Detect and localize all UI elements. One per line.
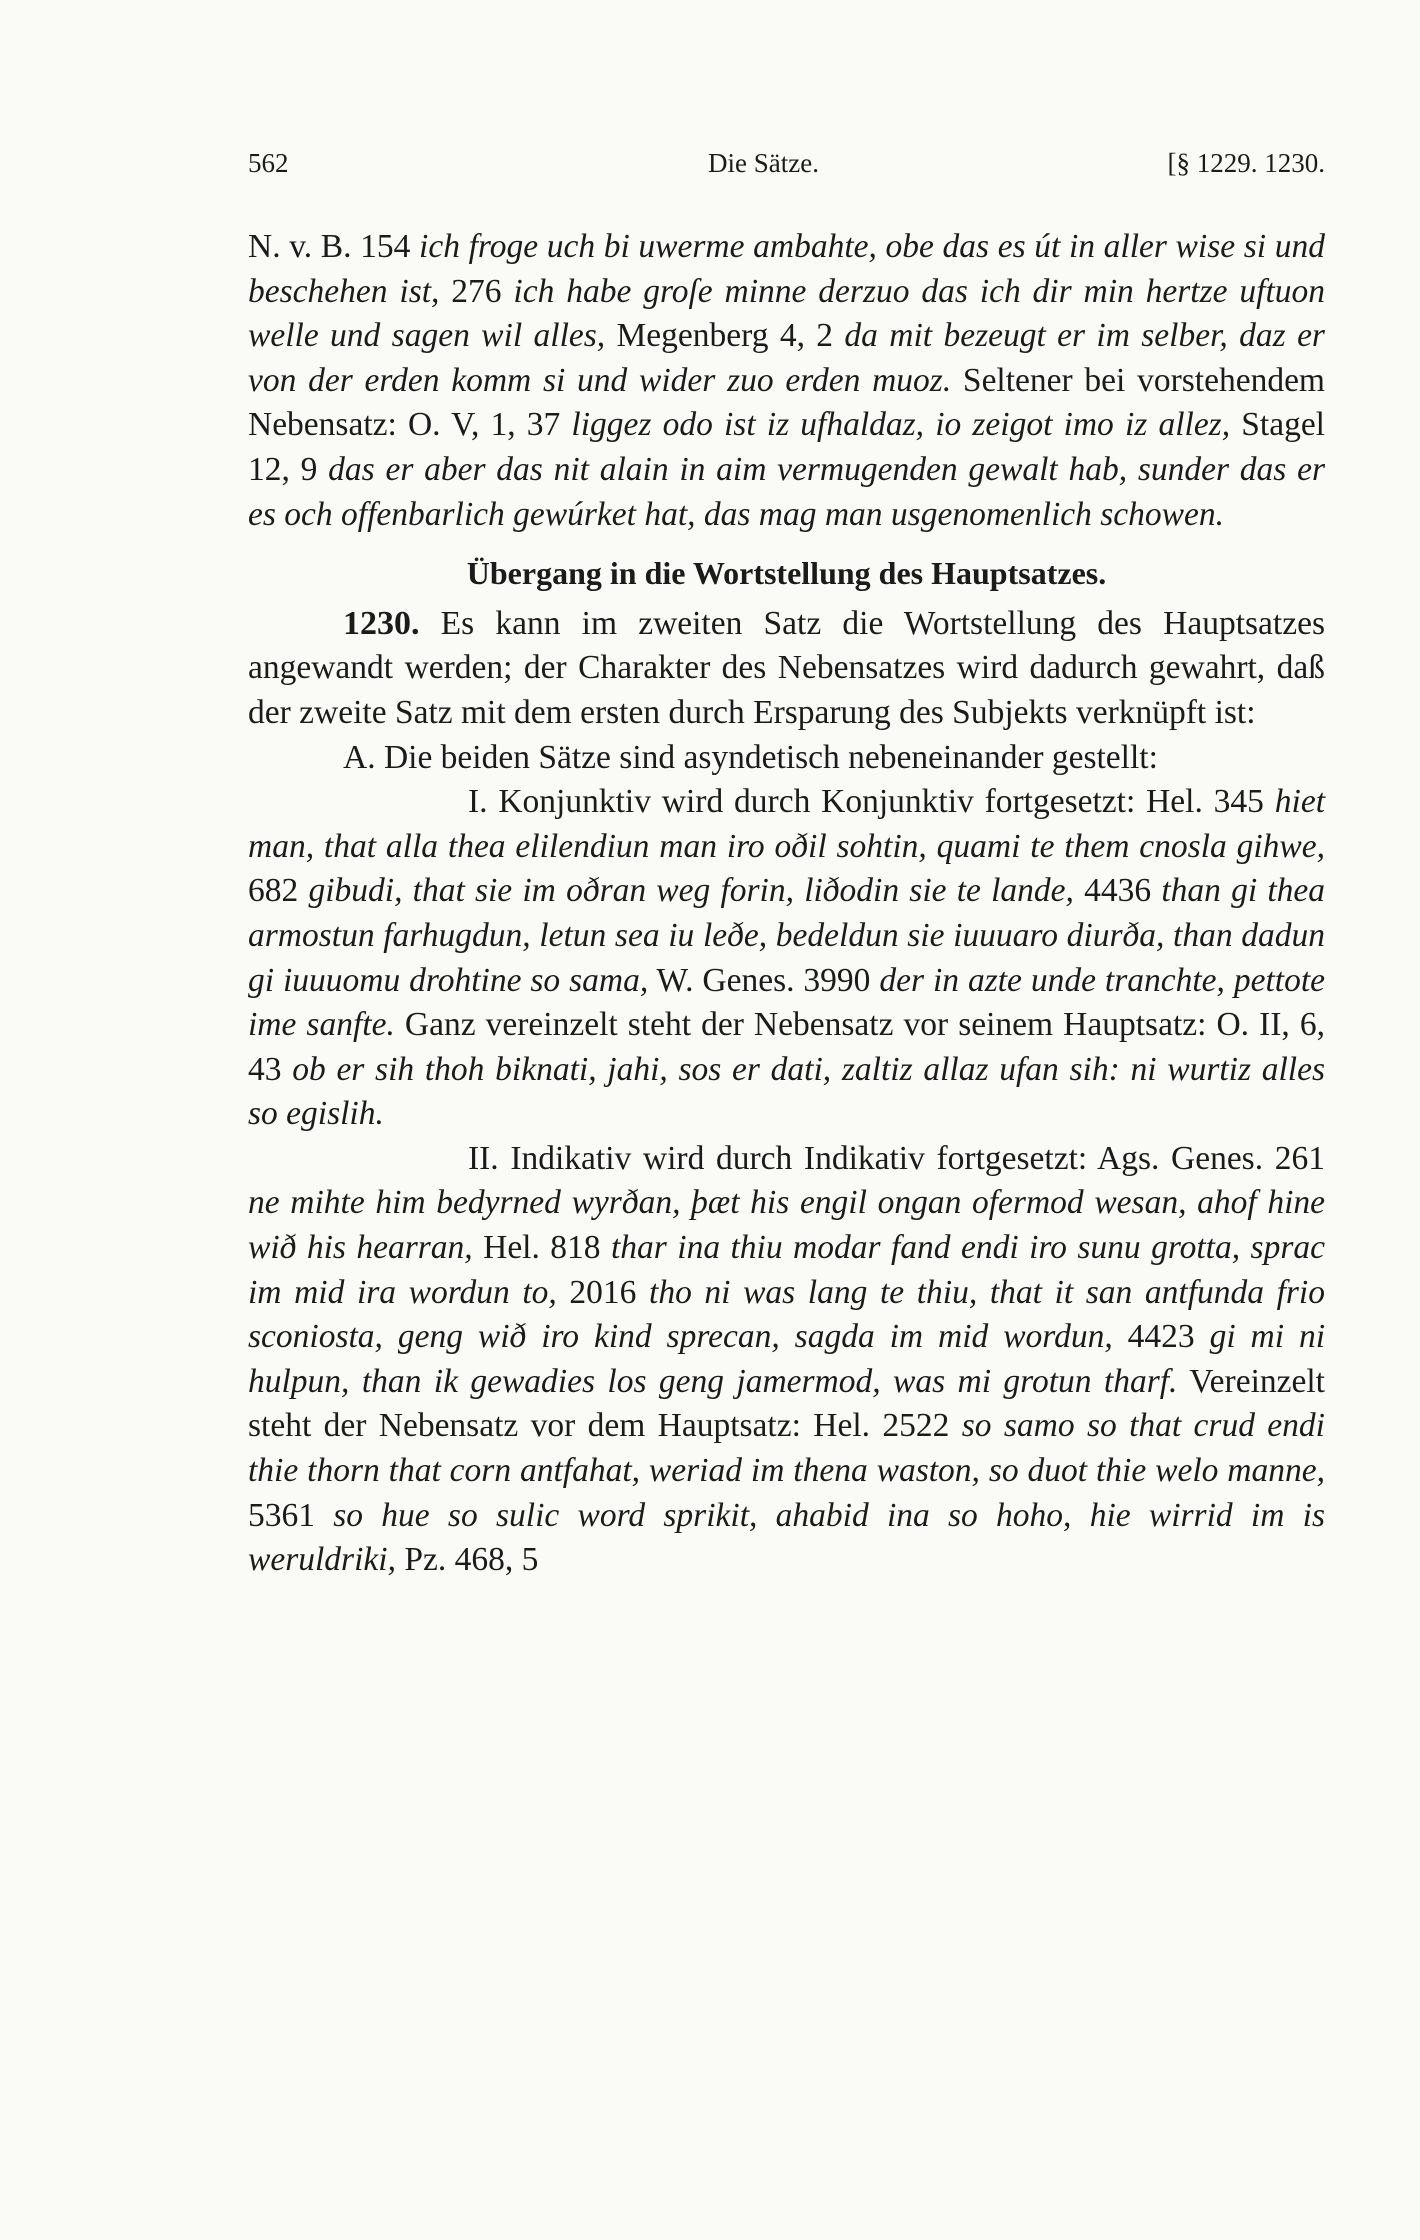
paragraph-a: A. Die beiden Sätze sind asyndetisch nebeneinander gestellt: xyxy=(343,738,1158,776)
paragraph-continued: N. v. B. 154 ich froge uch bi uwerme ambahte, obe das es út in aller wise si und beschehen ist, 276 ich habe groſe minne derzuo das ich dir min hertze uftuon welle und sagen wil alles, Megenberg 4, 2 da mit bezeugt er im selber, daz er von der erden komm si und wider zuo erden muoz. Seltener bei vorstehendem Nebensatz: O. V, 1, 37 liggez odo ist iz ufhaldaz, io zeigot imo iz allez, Stagel 12, 9 das er aber das nit alain in aim vermugenden gewalt hab, sunder das er es och offenbarlich gewúrket hat, das mag man usgenomenlich schowen. xyxy=(248,228,1326,533)
running-title: Die Sätze. xyxy=(708,148,819,178)
running-header xyxy=(248,148,1325,190)
paragraph-1230: 1230. Es kann im zweiten Satz die Wortstellung des Hauptsatzes angewandt werden; der Charakter des Nebensatzes wird dadurch gewahrt, daß der zweite Satz mit dem ersten durch Ersparung des Subjekts verknüpft ist: xyxy=(248,604,1325,731)
section-heading: Übergang in die Wortstellung des Hauptsatzes. xyxy=(466,555,1107,592)
section-reference: [§ 1229. 1230. xyxy=(1167,148,1325,178)
paragraph-i: I. Konjunktiv wird durch Konjunktiv fortgesetzt: Hel. 345 hiet man, that alla thea elilendiun man iro oðil sohtin, quami te them cnosla gihwe, 682 gibudi, that sie im oðran weg forin, liðodin sie te lande, 4436 than gi thea armostun farhugdun, letun sea iu leðe, bedeldun sie iuuuaro diurða, than dadun gi iuuuomu drohtine so sama, W. Genes. 3990 der in azte unde tranchte, pettote ime sanfte. Ganz vereinzelt steht der Nebensatz vor seinem Hauptsatz: O. II, 6, 43 ob er sih thoh biknati, jahi, sos er dati, zaltiz allaz ufan sih: ni wurtiz alles so egislih. xyxy=(248,783,1326,1133)
page-number: 562 xyxy=(248,148,289,178)
paragraph-ii: II. Indikativ wird durch Indikativ fortgesetzt: Ags. Genes. 261 ne mihte him bedyrned wyrðan, þæt his engil ongan ofermod wesan, ahof hine wið his hearran, Hel. 818 thar ina thiu modar fand endi iro sunu grotta, sprac im mid ira wordun to, 2016 tho ni was lang te thiu, that it san antfunda frio sconiosta, geng wið iro kind sprecan, sagda im mid wordun, 4423 gi mi ni hulpun, than ik gewadies los geng jamermod, was mi grotun tharf. Vereinzelt steht der Nebensatz vor dem Hauptsatz: Hel. 2522 so samo so that crud endi thie thorn that corn antfahat, weriad im thena waston, so duot thie welo manne, 5361 so hue so sulic word sprikit, ahabid ina so hoho, hie wirrid im is weruldriki, Pz. 468, 5 xyxy=(248,1139,1326,1579)
page-body xyxy=(248,225,1325,1583)
section-number: 1230. xyxy=(343,604,420,642)
